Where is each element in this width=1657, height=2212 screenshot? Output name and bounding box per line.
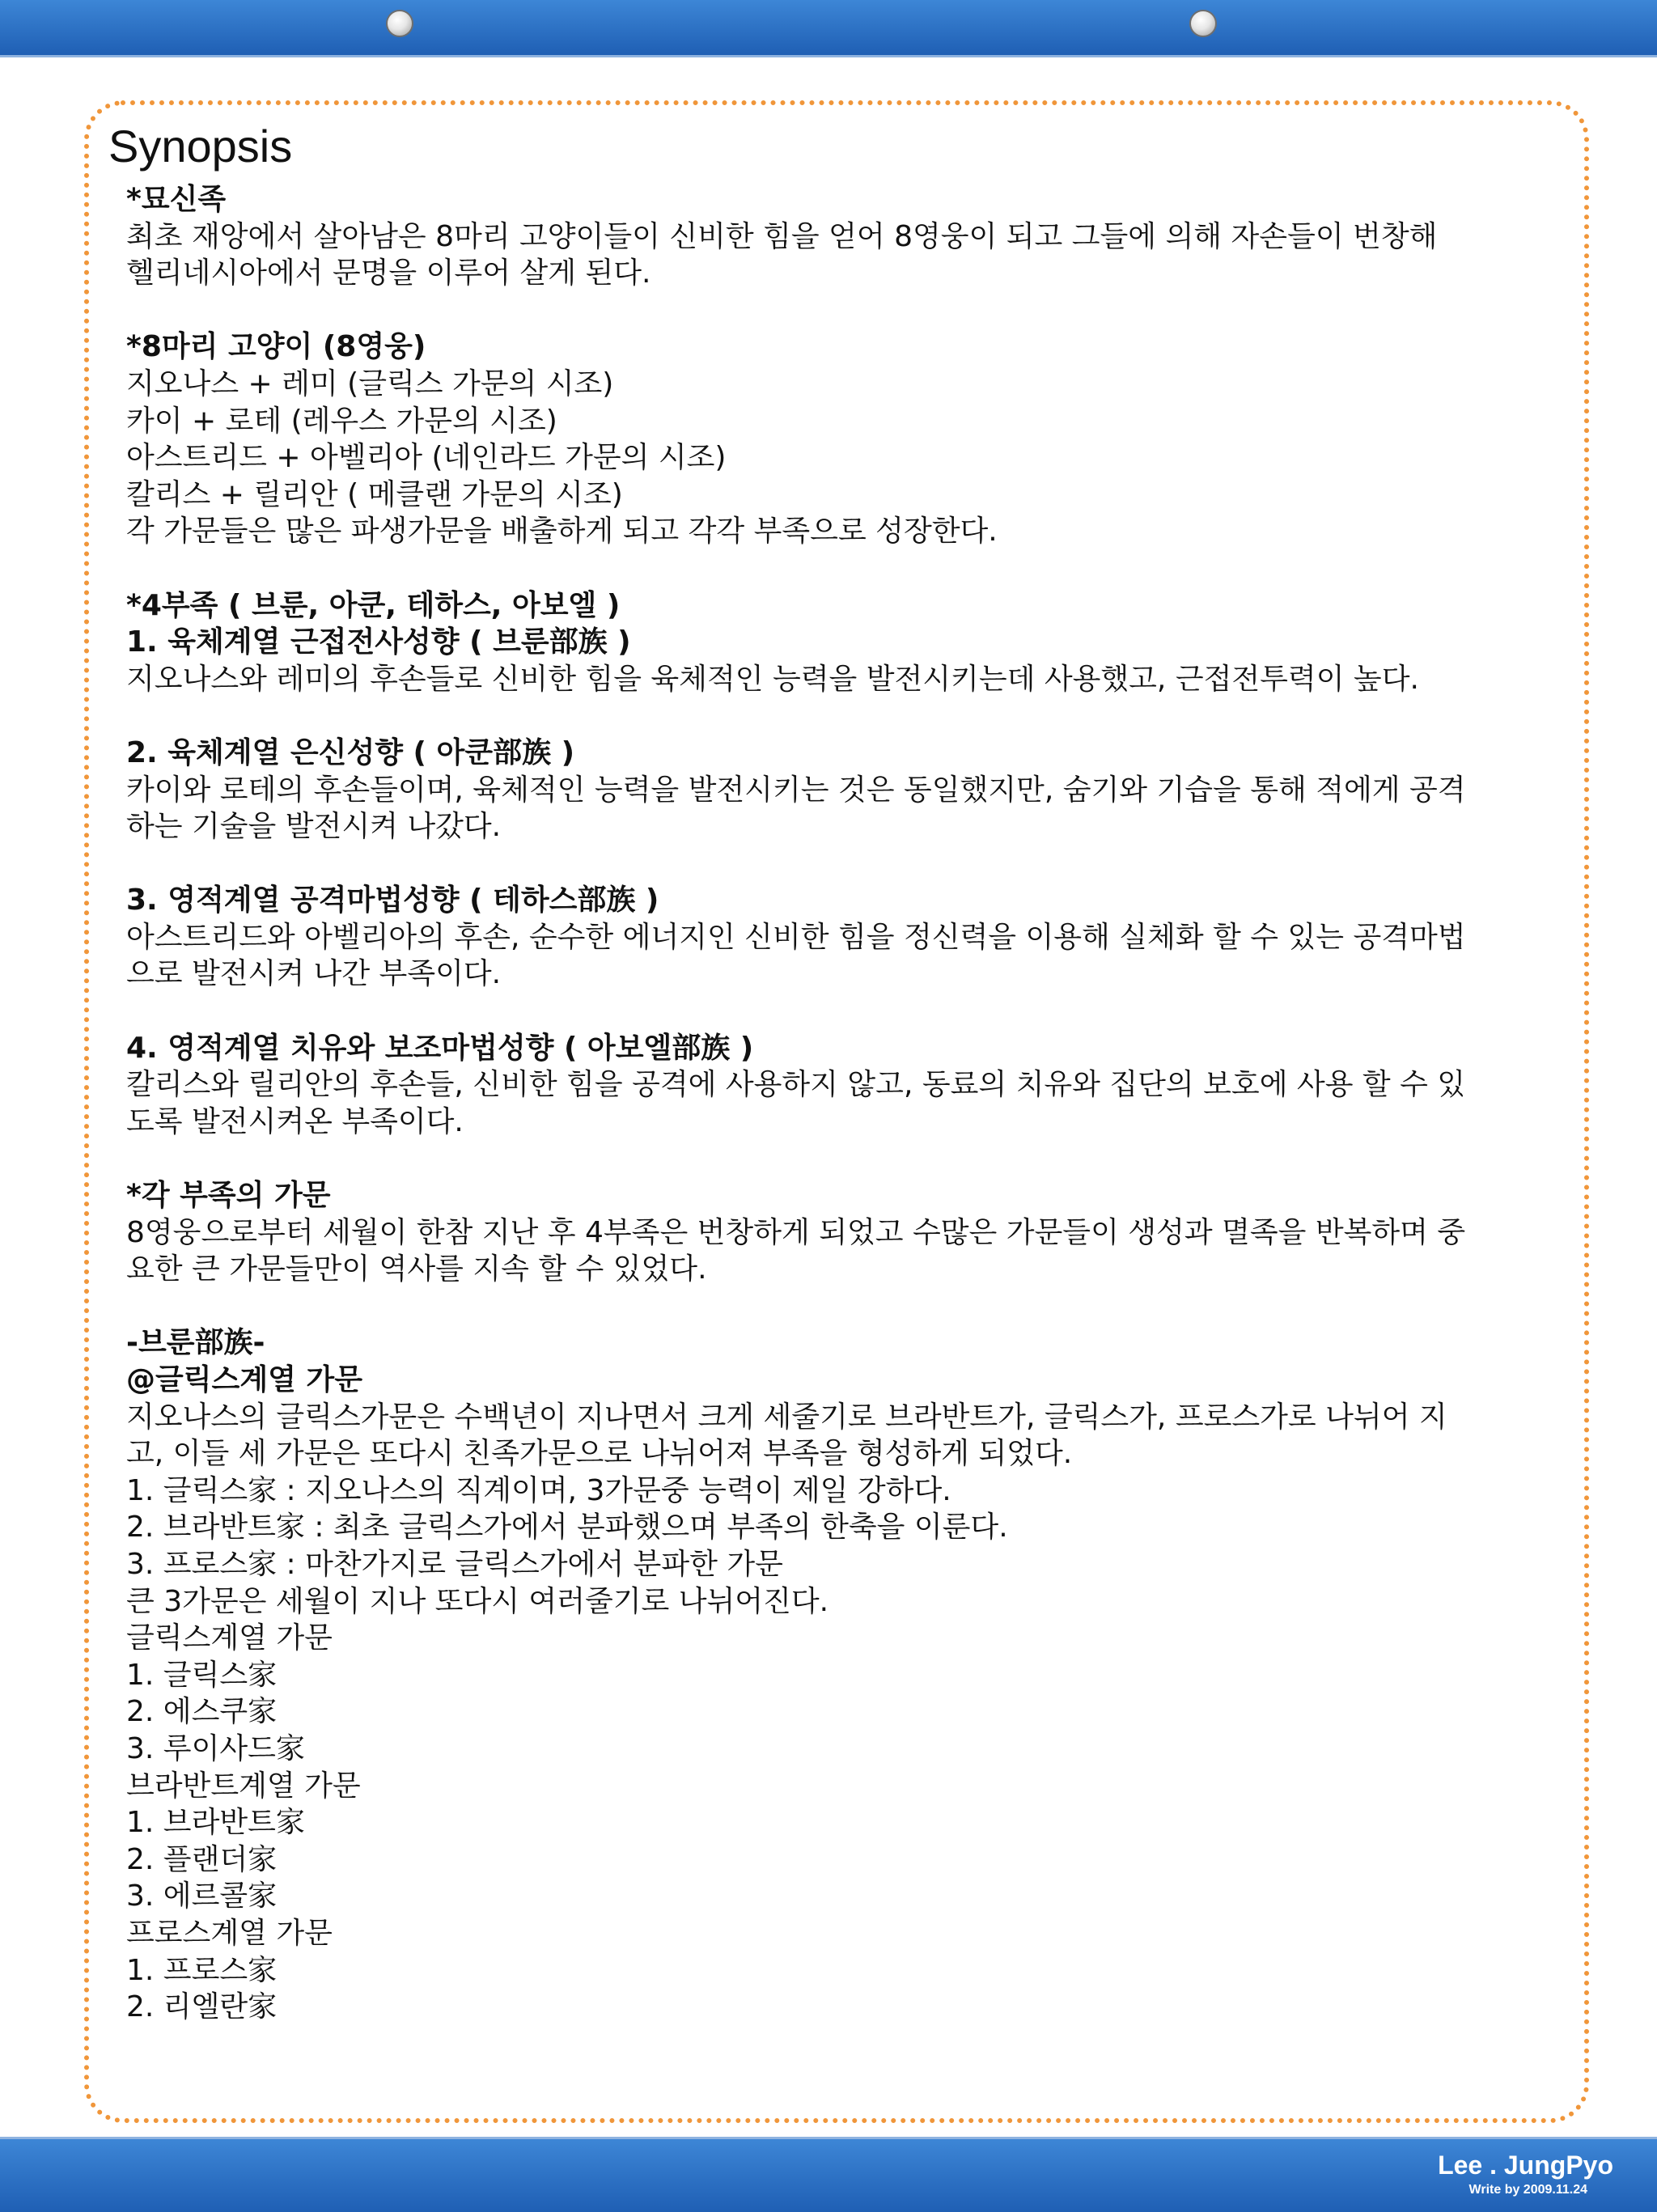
page-title: Synopsis [108,121,293,172]
body-line: 프로스계열 가문 [126,1916,333,1950]
section-heading: 3. 영적계열 공격마법성향 ( 테하스部族 ) [126,884,659,917]
blank-line [126,993,1566,1030]
body-line: 지오나스의 글릭스가문은 수백년이 지나면서 크게 세줄기로 브라반트가, 글릭스가, 프로스가로 나뉘어 지 [126,1400,1447,1434]
body-line: 아스트리드와 아벨리아의 후손, 순수한 에너지인 신비한 힘을 정신력을 이용해 실체화 할 수 있는 공격마법 [126,920,1466,954]
body-line: 지오나스와 레미의 후손들로 신비한 힘을 육체적인 능력을 발전시키는데 사용했고, 근접전투력이 높다. [126,662,1419,696]
body-line: 글릭스계열 가문 [126,1621,333,1655]
body-line: 3. 에르콜家 [126,1879,278,1913]
body-line: 칼리스와 릴리안의 후손들, 신비한 힘을 공격에 사용하지 않고, 동료의 치유와 집단의 보호에 사용 할 수 있 [126,1068,1466,1102]
body-line: 하는 기술을 발전시켜 나갔다. [126,810,502,844]
binder-ring-icon [1189,10,1217,37]
blank-line [126,845,1566,883]
body-line: 1. 프로스家 [126,1953,278,1987]
body-line: 으로 발전시켜 나간 부족이다. [126,957,502,991]
synopsis-body [126,181,1566,2026]
body-line: 고, 이들 세 가문은 또다시 친족가문으로 나뉘어져 부족을 형성하게 되었다. [126,1437,1073,1471]
body-line: 1. 브라반트家 [126,1806,305,1840]
section-heading: 4. 영적계열 치유와 보조마법성향 ( 아보엘部族 ) [126,1031,754,1065]
blank-line [126,1288,1566,1325]
section-heading: *4부족 ( 브룬, 아쿤, 테하스, 아보엘 ) [126,588,621,622]
section-heading: -브룬部族- [126,1326,265,1360]
body-line: 8영웅으로부터 세월이 한참 지난 후 4부족은 번창하게 되었고 수많은 가문들이 생성과 멸족을 반복하며 중 [126,1215,1466,1249]
body-line: 각 가문들은 많은 파생가문을 배출하게 되고 각각 부족으로 성장한다. [126,515,998,549]
write-date: Write by 2009.11.24 [1468,2183,1587,2197]
body-line: 요한 큰 가문들만이 역사를 지속 할 수 있었다. [126,1252,707,1286]
section-heading: 2. 육체계열 은신성향 ( 아쿤部族 ) [126,735,575,769]
body-line: 카이 + 로테 (레우스 가문의 시조) [126,404,557,438]
body-line: 2. 플랜더家 [126,1842,278,1876]
body-line: 2. 에스쿠家 [126,1695,278,1729]
binder-ring-icon [386,10,413,37]
body-line: 큰 3가문은 세월이 지나 또다시 여러줄기로 나뉘어진다. [126,1584,829,1618]
body-line: 아스트리드 + 아벨리아 (네인라드 가문의 시조) [126,441,727,475]
blank-line [126,1140,1566,1177]
body-line: 2. 브라반트家 : 최초 글릭스가에서 분파했으며 부족의 한축을 이룬다. [126,1511,1008,1545]
body-line: 도록 발전시켜온 부족이다. [126,1104,464,1138]
body-line: 2. 리엘란家 [126,1990,278,2024]
blank-line [126,697,1566,735]
section-heading: *묘신족 [126,183,227,216]
top-header-bar [0,0,1657,57]
body-line: 헬리네시아에서 문명을 이루어 살게 된다. [126,256,651,290]
body-line: 3. 루이사드家 [126,1731,305,1765]
body-line: 브라반트계열 가문 [126,1769,361,1803]
section-heading: *각 부족의 가문 [126,1179,331,1213]
bottom-footer-bar [0,2137,1657,2212]
body-line: 칼리스 + 릴리안 ( 메클랜 가문의 시조) [126,477,623,511]
section-heading: 1. 육체계열 근접전사성향 ( 브룬部族 ) [126,625,631,659]
blank-line [126,550,1566,587]
body-line: 1. 글릭스家 : 지오나스의 직계이며, 3가문중 능력이 제일 강하다. [126,1473,951,1507]
section-heading: @글릭스계열 가문 [126,1363,362,1396]
body-line: 카이와 로테의 후손들이며, 육체적인 능력을 발전시키는 것은 동일했지만, 숨기와 기습을 통해 적에게 공격 [126,773,1466,807]
body-line: 최초 재앙에서 살아남은 8마리 고양이들이 신비한 힘을 얻어 8영웅이 되고 그들에 의해 자손들이 번창해 [126,219,1438,253]
body-line: 1. 글릭스家 [126,1658,278,1692]
body-line: 3. 프로스家 : 마찬가지로 글릭스가에서 분파한 가문 [126,1547,783,1581]
author-name: Lee . JungPyo [1438,2151,1613,2180]
section-heading: *8마리 고양이 (8영웅) [126,330,426,364]
blank-line [126,292,1566,329]
body-line: 지오나스 + 레미 (글릭스 가문의 시조) [126,367,614,400]
